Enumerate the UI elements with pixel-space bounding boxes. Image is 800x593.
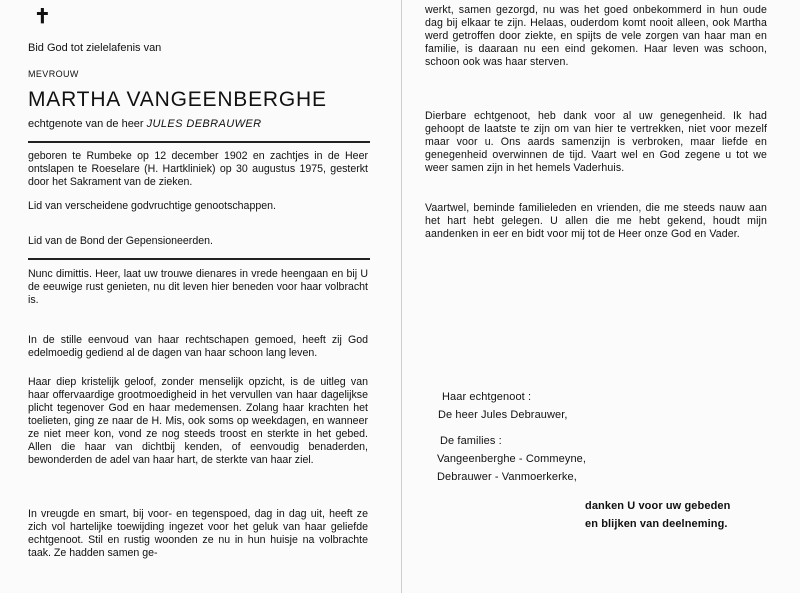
deceased-title: MEVROUW <box>28 69 79 79</box>
family-1: Vangeenberghe - Commeyne, <box>437 453 587 465</box>
spouse-label: Haar echtgenoot : <box>442 391 532 403</box>
family-2: Debrauwer - Vanmoerkerke, <box>437 471 577 483</box>
prayer-paragraph-2: In de stille eenvoud van haar rechtschapen gemoed, heeft zij God edelmoedig gediend al de dagen van haar schoon lang leven. <box>28 334 368 359</box>
spouse-prefix: echtgenote van de heer <box>28 118 144 130</box>
right-paragraph-3: Vaartwel, beminde familieleden en vrienden, die me steeds nauw aan het hart hebt gelegen. U allen die me hebt gekend, houdt mijn aandenken in eer en bidt voor mij tot de Heer onze God en Vader. <box>425 202 767 240</box>
divider-middle <box>28 258 370 260</box>
divider-top <box>28 141 370 143</box>
membership-2: Lid van de Bond der Gepensioneerden. <box>28 235 213 247</box>
cross-icon: ✝ <box>34 4 51 28</box>
prayer-intro: Bid God tot zielelafenis van <box>28 42 162 54</box>
membership-1: Lid van verscheidene godvruchtige genootschappen. <box>28 200 276 212</box>
families-label: De families : <box>440 435 502 447</box>
card-fold-line <box>401 0 402 593</box>
deceased-name: MARTHA VANGEENBERGHE <box>28 88 327 111</box>
prayer-paragraph-4: In vreugde en smart, bij voor- en tegenspoed, dag in dag uit, heeft ze zich vol hartelijke toewijding ingezet voor het geluk van haar geliefde echtgenoot. Stil en rustig woonden ze nu in hun huisje na volbrachte taak. Ze hadden samen ge- <box>28 508 368 559</box>
closing-line-2: en blijken van deelneming. <box>585 518 728 530</box>
right-paragraph-2: Dierbare echtgenoot, heb dank voor al uw genegenheid. Ik had gehoopt de laatste te zijn om van hier te vertrekken, niet voor mezelf maar voor u. Ons aards samenzijn is verbroken, maar liefde en genegenheid overwinnen de tijd. Vaart wel en God zegene u tot we weer samen zijn in het hemels Vaderhuis. <box>425 110 767 174</box>
closing-line-1: danken U voor uw gebeden <box>585 500 731 512</box>
spouse-signature: De heer Jules Debrauwer, <box>438 409 568 421</box>
prayer-paragraph-1: Nunc dimittis. Heer, laat uw trouwe dienares in vrede heengaan en bij U de eeuwige rust genieten, nu dit leven hier beneden voor haar volbracht is. <box>28 268 368 306</box>
prayer-paragraph-3: Haar diep kristelijk geloof, zonder menselijk opzicht, is de uitleg van haar offervaardige grootmoedigheid in het vervullen van haar dagelijkse plicht tegenover God en haar medemensen. Zolang haar krachten het toelieten, ging ze naar de H. Mis, ook soms op weekdagen, en wanneer ze niet meer kon, vond ze nog steeds troost en sterkte in het gebed. Allen die haar van dichtbij kenden, of eenvoudig benaderden, bewonderden de adel van haar hart, de sterkte van haar ziel. <box>28 376 368 466</box>
spouse-line <box>28 118 261 130</box>
biography: geboren te Rumbeke op 12 december 1902 en zachtjes in de Heer ontslapen te Roeselare (H. Hartkliniek) op 30 augustus 1975, gesterkt door het Sakrament van de zieken. <box>28 150 368 188</box>
spouse-name: JULES DEBRAUWER <box>146 118 262 130</box>
right-paragraph-1: werkt, samen gezorgd, nu was het goed onbekommerd in hun oude dag bij elkaar te zijn. Helaas, ouderdom komt nooit alleen, ook Martha werd getroffen door ziekte, en spijts de vele zorgen van haar man en familie, is daaraan nu een eind gekomen. Haar leven was schoon, schoon ook was haar sterven. <box>425 4 767 68</box>
